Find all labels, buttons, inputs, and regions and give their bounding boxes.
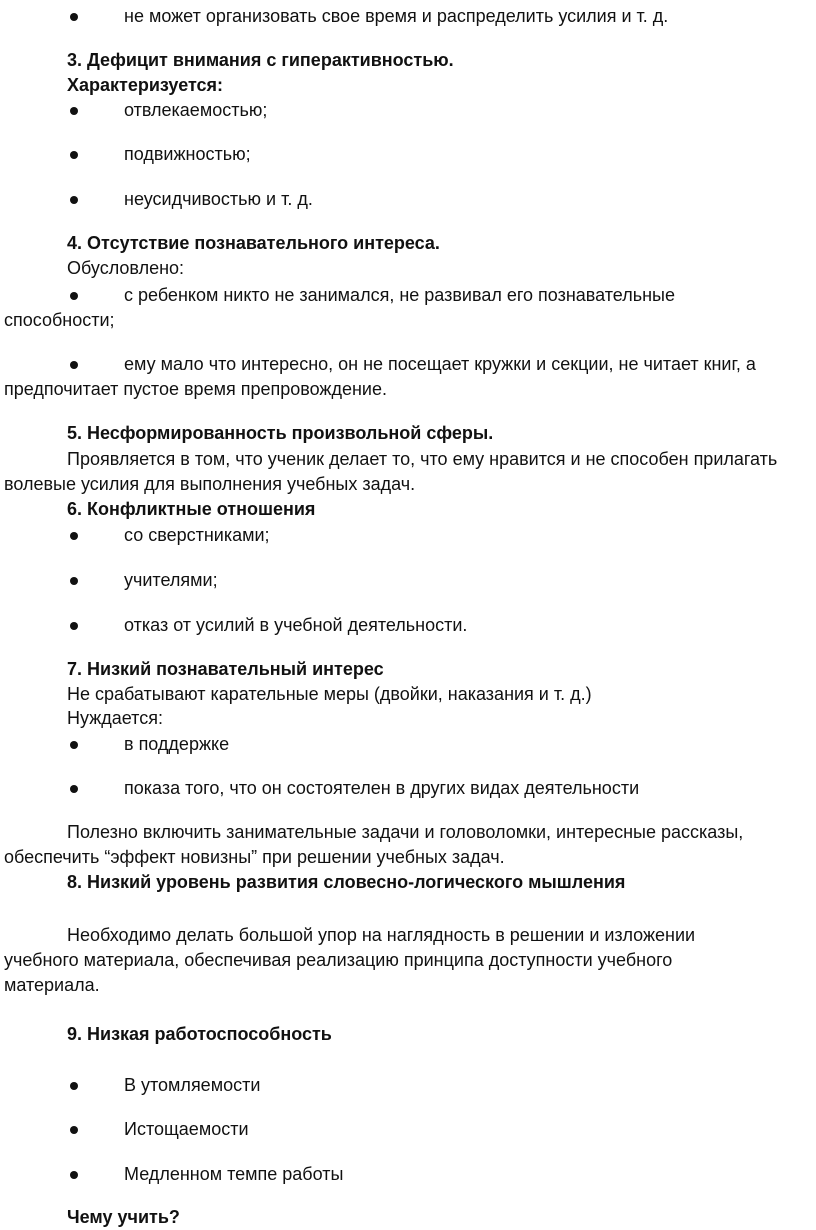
- paragraph-line: обеспечить “эффект новизны” при решении учебных задач.: [4, 847, 505, 867]
- bullet-icon: [68, 352, 80, 377]
- bullet-icon: [68, 523, 80, 548]
- section-heading: 9. Низкая работоспособность: [67, 1024, 332, 1044]
- bullet-icon: [68, 98, 80, 123]
- bullet-icon: [68, 4, 80, 29]
- bullet-icon: [68, 732, 80, 757]
- paragraph-line: Проявляется в том, что ученик делает то, что ему нравится и не способен прилагать: [67, 449, 778, 469]
- paragraph-line: Обусловлено:: [67, 258, 185, 278]
- paragraph-line: учебного материала, обеспечивая реализацию принципа доступности учебного: [4, 950, 673, 970]
- section-heading: 6. Конфликтные отношения: [67, 499, 316, 519]
- bullet-icon: [68, 1073, 80, 1098]
- section-heading: 5. Несформированность произвольной сферы.: [67, 423, 494, 443]
- section-heading: 3. Дефицит внимания с гиперактивностью.: [67, 50, 454, 70]
- bullet-icon: [68, 1117, 80, 1142]
- paragraph-line: Не срабатывают карательные меры (двойки, наказания и т. д.): [67, 684, 592, 704]
- paragraph-line: Нуждается:: [67, 708, 163, 728]
- list-item-continuation: предпочитает пустое время препровождение.: [4, 379, 387, 399]
- section-heading: Чему учить?: [67, 1207, 180, 1227]
- bullet-icon: [68, 568, 80, 593]
- document-page: не может организовать свое время и распределить усилия и т. д. 3. Дефицит внимания с гиперактивностью. Характеризуется: отвлекаемостью; подвижностью; неусидчивостью и т. д. 4. Отсутствие познавательного интереса. Обусловлено: с ребенком никто не занимался, не развивал его познавательные способности; ему мало что интересно, он не посещает кружки и секции, не читает книг, а предпочитает пустое время препровождение. 5. Несформированность произвольной сферы. Проявляется в том, что ученик делает то, что ему нравится и не способен прилагать волевые усилия для выполнения учебных задач. 6. Конфликтные отношения со сверстниками; учителями; отказ от усилий в учебной деятельности. 7. Низкий познавательный интерес Не срабатывают карательные меры (двойки, наказания и т. д.) Нуждается: в поддержке показа того, что он состоятелен в других видах деятельности Полезно включить занимательные задачи и головоломки, интересные рассказы, обеспечить “эффект новизны” при решении учебных задач. 8. Низкий уровень развития словесно-логического мышления Необходимо делать большой упор на наглядность в решении и изложении учебного материала, обеспечивая реализацию принципа доступности учебного материала. 9. Низкая работоспособность В утомляемости Истощаемости Медленном темпе работы Чему учить?: [0, 0, 816, 1230]
- bullet-icon: [68, 142, 80, 167]
- bullet-icon: [68, 283, 80, 308]
- bullet-icon: [68, 1162, 80, 1187]
- paragraph-line: Полезно включить занимательные задачи и головоломки, интересные рассказы,: [67, 822, 744, 842]
- section-heading: 7. Низкий познавательный интерес: [67, 659, 384, 679]
- bullet-icon: [68, 187, 80, 212]
- paragraph-line: Необходимо делать большой упор на наглядность в решении и изложении: [67, 925, 696, 945]
- paragraph-line: материала.: [4, 975, 100, 995]
- bullet-icon: [68, 613, 80, 638]
- bullet-icon: [68, 776, 80, 801]
- section-subheading: Характеризуется:: [67, 75, 224, 95]
- list-item-continuation: способности;: [4, 310, 115, 330]
- section-heading: 8. Низкий уровень развития словесно-логического мышления: [67, 872, 626, 892]
- paragraph-line: волевые усилия для выполнения учебных задач.: [4, 474, 416, 494]
- section-heading: 4. Отсутствие познавательного интереса.: [67, 233, 440, 253]
